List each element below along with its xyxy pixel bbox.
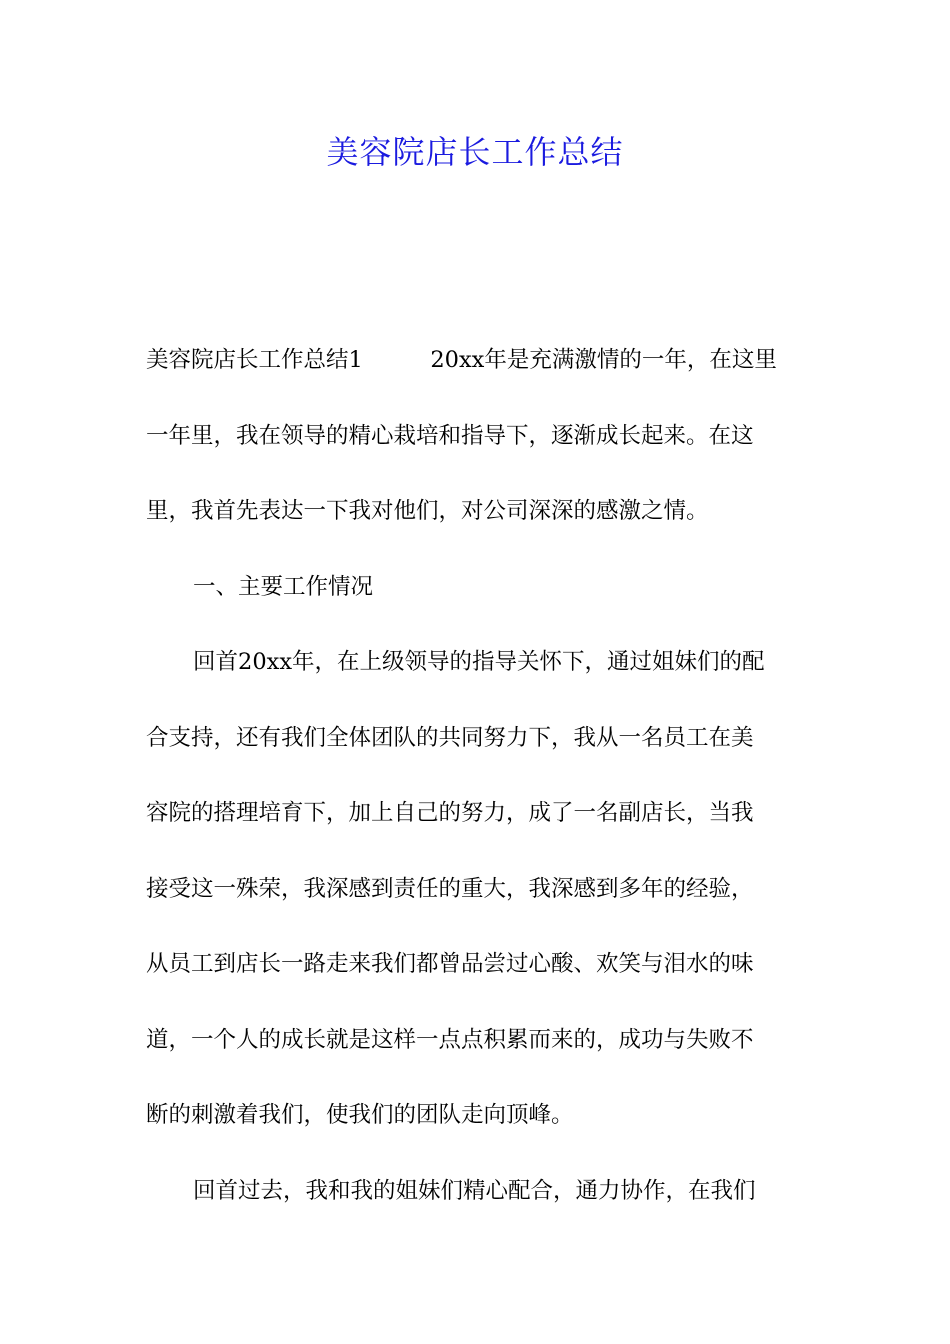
body-line: 接受这一殊荣，我深感到责任的重大，我深感到多年的经验， xyxy=(146,875,754,902)
body-line: 回首过去，我和我的姐妹们精心配合，通力协作，在我们 xyxy=(193,1177,756,1204)
body-line: 断的刺激着我们，使我们的团队走向顶峰。 xyxy=(146,1102,574,1128)
body-line: 从员工到店长一路走来我们都曾品尝过心酸、欢笑与泪水的味 xyxy=(146,951,754,977)
document-body xyxy=(146,338,808,1244)
section-heading: 一、主要工作情况 xyxy=(193,573,374,600)
document-title: 美容院店长工作总结 xyxy=(326,133,624,171)
body-line: 道，一个人的成长就是这样一点点积累而来的，成功与失败不 xyxy=(146,1026,754,1053)
body-line: 容院的搭理培育下，加上自己的努力，成了一名副店长，当我 xyxy=(146,800,754,826)
body-line: 一年里，我在领导的精心栽培和指导下，逐渐成长起来。在这 xyxy=(146,422,754,449)
body-line: 里，我首先表达一下我对他们，对公司深深的感激之情。 xyxy=(146,498,709,524)
body-line: 回首20xx年，在上级领导的指导关怀下，通过姐妹们的配 xyxy=(193,649,765,675)
body-line: 合支持，还有我们全体团队的共同努力下，我从一名员工在美 xyxy=(146,724,754,751)
body-line: 美容院店长工作总结1 20xx年是充满激情的一年，在这里 xyxy=(146,347,777,373)
